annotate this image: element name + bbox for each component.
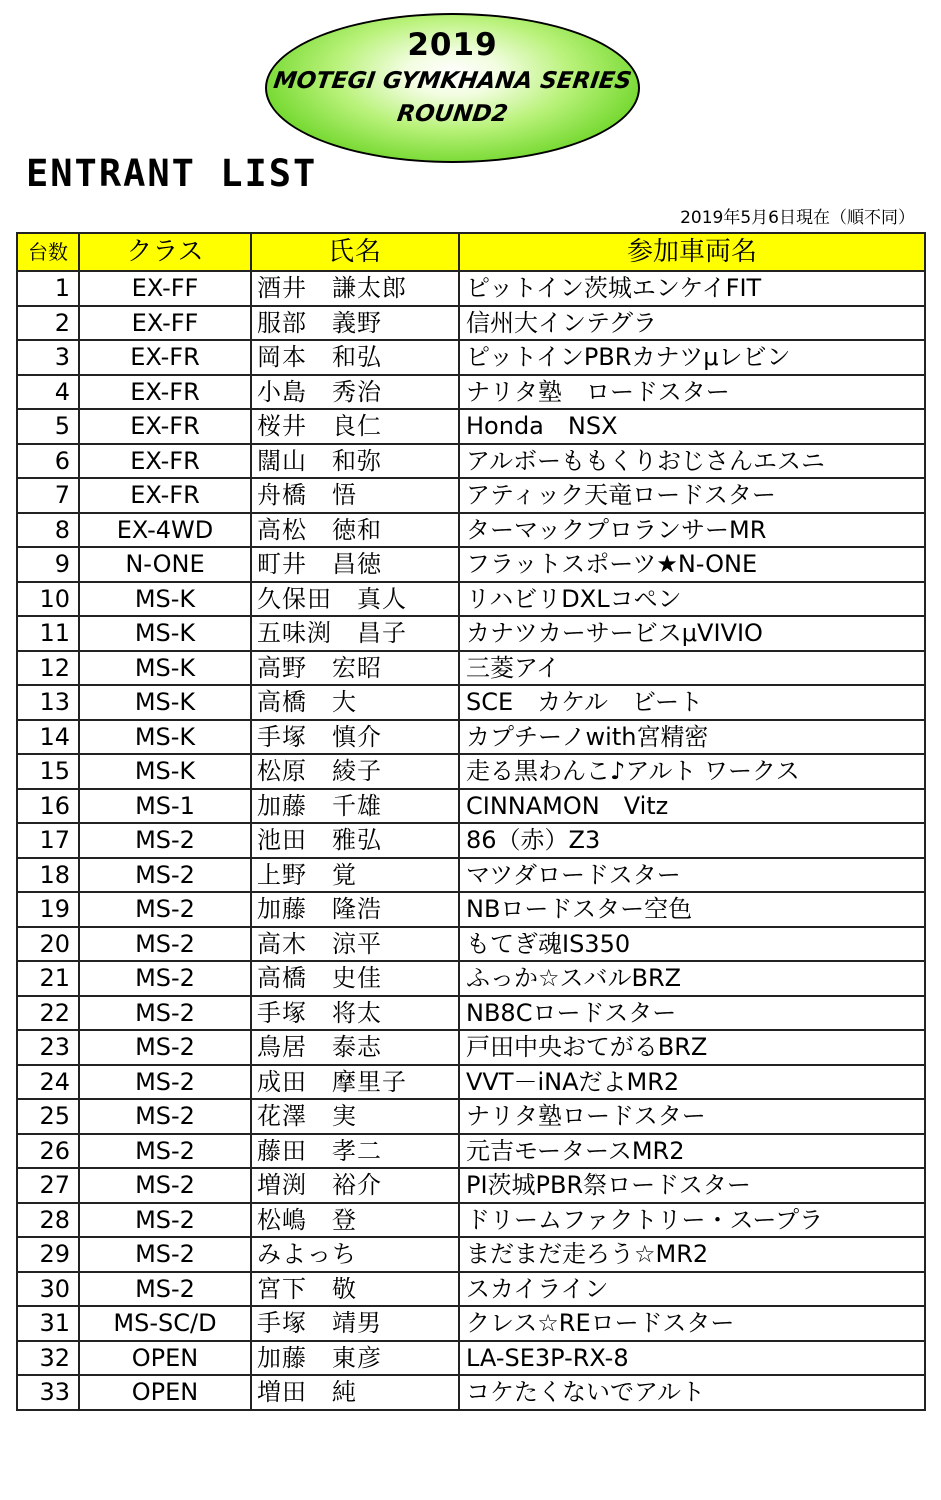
table-row <box>17 1237 925 1272</box>
table-row <box>17 892 925 927</box>
entry-class: EX-FR <box>79 375 251 410</box>
entry-driver-name: 鳥居 泰志 <box>251 1030 459 1065</box>
table-row <box>17 720 925 755</box>
entry-driver-name: 松嶋 登 <box>251 1203 459 1238</box>
entry-driver-name: 闊山 和弥 <box>251 444 459 479</box>
table-row <box>17 823 925 858</box>
header-class: クラス <box>79 233 251 271</box>
entry-car-name: VVT－iNAだよMR2 <box>459 1065 925 1100</box>
entry-car-name: アルボーももくりおじさんエスニ <box>459 444 925 479</box>
table-row <box>17 1203 925 1238</box>
entry-class: MS-2 <box>79 1030 251 1065</box>
entrant-rows <box>17 271 925 1410</box>
entry-car-name: リハビリDXLコペン <box>459 582 925 617</box>
entry-number: 2 <box>17 306 79 341</box>
entry-car-name: フラットスポーツ★N-ONE <box>459 547 925 582</box>
entry-number: 28 <box>17 1203 79 1238</box>
entry-driver-name: みよっち <box>251 1237 459 1272</box>
entry-class: EX-FF <box>79 271 251 306</box>
entry-class: MS-2 <box>79 1065 251 1100</box>
entry-car-name: Honda NSX <box>459 409 925 444</box>
entry-car-name: CINNAMON Vitz <box>459 789 925 824</box>
entry-driver-name: 手塚 靖男 <box>251 1306 459 1341</box>
entry-driver-name: 町井 昌徳 <box>251 547 459 582</box>
entry-number: 19 <box>17 892 79 927</box>
entry-class: N-ONE <box>79 547 251 582</box>
entry-car-name: ピットインPBRカナツμレビン <box>459 340 925 375</box>
entry-car-name: 走る黒わんこ♪アルト ワークス <box>459 754 925 789</box>
table-row <box>17 1341 925 1376</box>
entry-number: 6 <box>17 444 79 479</box>
entry-car-name: ピットイン茨城エンケイFIT <box>459 271 925 306</box>
entry-number: 32 <box>17 1341 79 1376</box>
entry-number: 3 <box>17 340 79 375</box>
entry-driver-name: 加藤 東彦 <box>251 1341 459 1376</box>
entry-number: 27 <box>17 1168 79 1203</box>
entry-car-name: カプチーノwith宮精密 <box>459 720 925 755</box>
entry-car-name: SCE カケル ビート <box>459 685 925 720</box>
entry-class: EX-FR <box>79 409 251 444</box>
entry-driver-name: 池田 雅弘 <box>251 823 459 858</box>
entry-driver-name: 藤田 孝二 <box>251 1134 459 1169</box>
table-row <box>17 1168 925 1203</box>
entry-car-name: LA-SE3P-RX-8 <box>459 1341 925 1376</box>
table-row <box>17 340 925 375</box>
entry-class: MS-2 <box>79 858 251 893</box>
table-row <box>17 754 925 789</box>
entry-car-name: 三菱アイ <box>459 651 925 686</box>
entry-number: 21 <box>17 961 79 996</box>
entry-number: 11 <box>17 616 79 651</box>
entry-number: 5 <box>17 409 79 444</box>
as-of-date: 2019年5月6日現在（順不同） <box>680 208 915 228</box>
entry-driver-name: 増田 純 <box>251 1375 459 1410</box>
entry-driver-name: 高松 徳和 <box>251 513 459 548</box>
logo-series-name: MOTEGI GYMKHANA SERIES <box>271 68 634 94</box>
entry-car-name: ふっか☆スバルBRZ <box>459 961 925 996</box>
table-row <box>17 375 925 410</box>
entry-number: 1 <box>17 271 79 306</box>
entry-number: 14 <box>17 720 79 755</box>
entry-number: 7 <box>17 478 79 513</box>
entry-car-name: NBロードスター空色 <box>459 892 925 927</box>
entry-number: 16 <box>17 789 79 824</box>
entry-car-name: コケたくないでアルト <box>459 1375 925 1410</box>
entry-number: 10 <box>17 582 79 617</box>
table-row <box>17 651 925 686</box>
entry-car-name: カナツカーサービスμVIVIO <box>459 616 925 651</box>
entry-class: MS-SC/D <box>79 1306 251 1341</box>
table-row <box>17 961 925 996</box>
entry-car-name: クレス☆REロードスター <box>459 1306 925 1341</box>
entry-driver-name: 加藤 千雄 <box>251 789 459 824</box>
table-row <box>17 996 925 1031</box>
entry-class: EX-FR <box>79 340 251 375</box>
entry-car-name: ナリタ塾 ロードスター <box>459 375 925 410</box>
table-row <box>17 685 925 720</box>
logo-round: ROUND2 <box>395 101 510 127</box>
entry-car-name: ターマックプロランサーMR <box>459 513 925 548</box>
table-row <box>17 1375 925 1410</box>
entry-class: EX-FR <box>79 478 251 513</box>
logo-year: 2019 <box>407 27 498 63</box>
entry-driver-name: 桜井 良仁 <box>251 409 459 444</box>
header-car: 参加車両名 <box>459 233 925 271</box>
entry-driver-name: 上野 覚 <box>251 858 459 893</box>
entry-number: 4 <box>17 375 79 410</box>
entry-car-name: スカイライン <box>459 1272 925 1307</box>
header-number: 台数 <box>17 233 79 271</box>
entry-driver-name: 高野 宏昭 <box>251 651 459 686</box>
entry-number: 23 <box>17 1030 79 1065</box>
entry-car-name: 信州大インテグラ <box>459 306 925 341</box>
entry-driver-name: 手塚 慎介 <box>251 720 459 755</box>
table-row <box>17 444 925 479</box>
entry-class: OPEN <box>79 1341 251 1376</box>
entry-class: MS-K <box>79 685 251 720</box>
entry-driver-name: 宮下 敬 <box>251 1272 459 1307</box>
entry-class: MS-2 <box>79 1134 251 1169</box>
entry-number: 30 <box>17 1272 79 1307</box>
entry-class: EX-FF <box>79 306 251 341</box>
entry-class: MS-K <box>79 616 251 651</box>
entry-driver-name: 酒井 謙太郎 <box>251 271 459 306</box>
entry-car-name: PI茨城PBR祭ロードスター <box>459 1168 925 1203</box>
table-row <box>17 1030 925 1065</box>
entry-car-name: もてぎ魂IS350 <box>459 927 925 962</box>
table-row <box>17 409 925 444</box>
entry-driver-name: 成田 摩里子 <box>251 1065 459 1100</box>
entry-driver-name: 手塚 将太 <box>251 996 459 1031</box>
table-header-row <box>17 233 925 271</box>
table-row <box>17 582 925 617</box>
entry-car-name: ドリームファクトリー・スープラ <box>459 1203 925 1238</box>
table-row <box>17 513 925 548</box>
entry-number: 26 <box>17 1134 79 1169</box>
entry-class: MS-2 <box>79 961 251 996</box>
entry-class: MS-2 <box>79 892 251 927</box>
entry-class: MS-K <box>79 754 251 789</box>
entry-car-name: 元吉モータースMR2 <box>459 1134 925 1169</box>
entry-car-name: ナリタ塾ロードスター <box>459 1099 925 1134</box>
entry-car-name: 86（赤）Z3 <box>459 823 925 858</box>
table-row <box>17 789 925 824</box>
event-logo <box>265 13 640 163</box>
entry-class: MS-2 <box>79 996 251 1031</box>
entry-class: MS-2 <box>79 1203 251 1238</box>
entry-number: 31 <box>17 1306 79 1341</box>
entry-car-name: まだまだ走ろう☆MR2 <box>459 1237 925 1272</box>
entry-class: MS-2 <box>79 823 251 858</box>
entry-driver-name: 岡本 和弘 <box>251 340 459 375</box>
entry-number: 20 <box>17 927 79 962</box>
entry-class: EX-FR <box>79 444 251 479</box>
entry-class: MS-K <box>79 582 251 617</box>
entry-number: 15 <box>17 754 79 789</box>
entry-car-name: 戸田中央おてがるBRZ <box>459 1030 925 1065</box>
entry-class: MS-2 <box>79 1099 251 1134</box>
entry-class: MS-K <box>79 720 251 755</box>
table-row <box>17 1134 925 1169</box>
entry-number: 18 <box>17 858 79 893</box>
entry-class: OPEN <box>79 1375 251 1410</box>
table-row <box>17 858 925 893</box>
entry-driver-name: 増渕 裕介 <box>251 1168 459 1203</box>
entry-driver-name: 服部 義野 <box>251 306 459 341</box>
entry-driver-name: 高橋 大 <box>251 685 459 720</box>
entry-class: MS-K <box>79 651 251 686</box>
table-row <box>17 1272 925 1307</box>
table-row <box>17 306 925 341</box>
entry-car-name: NB8Cロードスター <box>459 996 925 1031</box>
entry-car-name: マツダロードスター <box>459 858 925 893</box>
table-row <box>17 1099 925 1134</box>
entry-driver-name: 花澤 実 <box>251 1099 459 1134</box>
entry-class: MS-1 <box>79 789 251 824</box>
entry-number: 8 <box>17 513 79 548</box>
entry-class: MS-2 <box>79 1272 251 1307</box>
entry-class: MS-2 <box>79 1237 251 1272</box>
table-row <box>17 547 925 582</box>
page-title: ENTRANT LIST <box>26 152 318 195</box>
entry-number: 13 <box>17 685 79 720</box>
table-row <box>17 271 925 306</box>
entry-number: 17 <box>17 823 79 858</box>
entry-driver-name: 五味渕 昌子 <box>251 616 459 651</box>
entry-number: 12 <box>17 651 79 686</box>
entry-number: 22 <box>17 996 79 1031</box>
entry-driver-name: 高橋 史佳 <box>251 961 459 996</box>
entry-class: MS-2 <box>79 1168 251 1203</box>
entrant-table <box>16 232 926 1411</box>
entry-driver-name: 久保田 真人 <box>251 582 459 617</box>
entry-number: 24 <box>17 1065 79 1100</box>
entry-driver-name: 松原 綾子 <box>251 754 459 789</box>
entry-car-name: アティック天竜ロードスター <box>459 478 925 513</box>
entry-driver-name: 小島 秀治 <box>251 375 459 410</box>
table-row <box>17 478 925 513</box>
header-name: 氏名 <box>251 233 459 271</box>
entry-number: 33 <box>17 1375 79 1410</box>
entry-number: 29 <box>17 1237 79 1272</box>
entry-number: 25 <box>17 1099 79 1134</box>
entry-class: EX-4WD <box>79 513 251 548</box>
table-row <box>17 927 925 962</box>
entry-class: MS-2 <box>79 927 251 962</box>
entry-driver-name: 舟橋 悟 <box>251 478 459 513</box>
table-row <box>17 616 925 651</box>
table-row <box>17 1065 925 1100</box>
entry-driver-name: 高木 涼平 <box>251 927 459 962</box>
table-row <box>17 1306 925 1341</box>
entry-driver-name: 加藤 隆浩 <box>251 892 459 927</box>
entry-number: 9 <box>17 547 79 582</box>
